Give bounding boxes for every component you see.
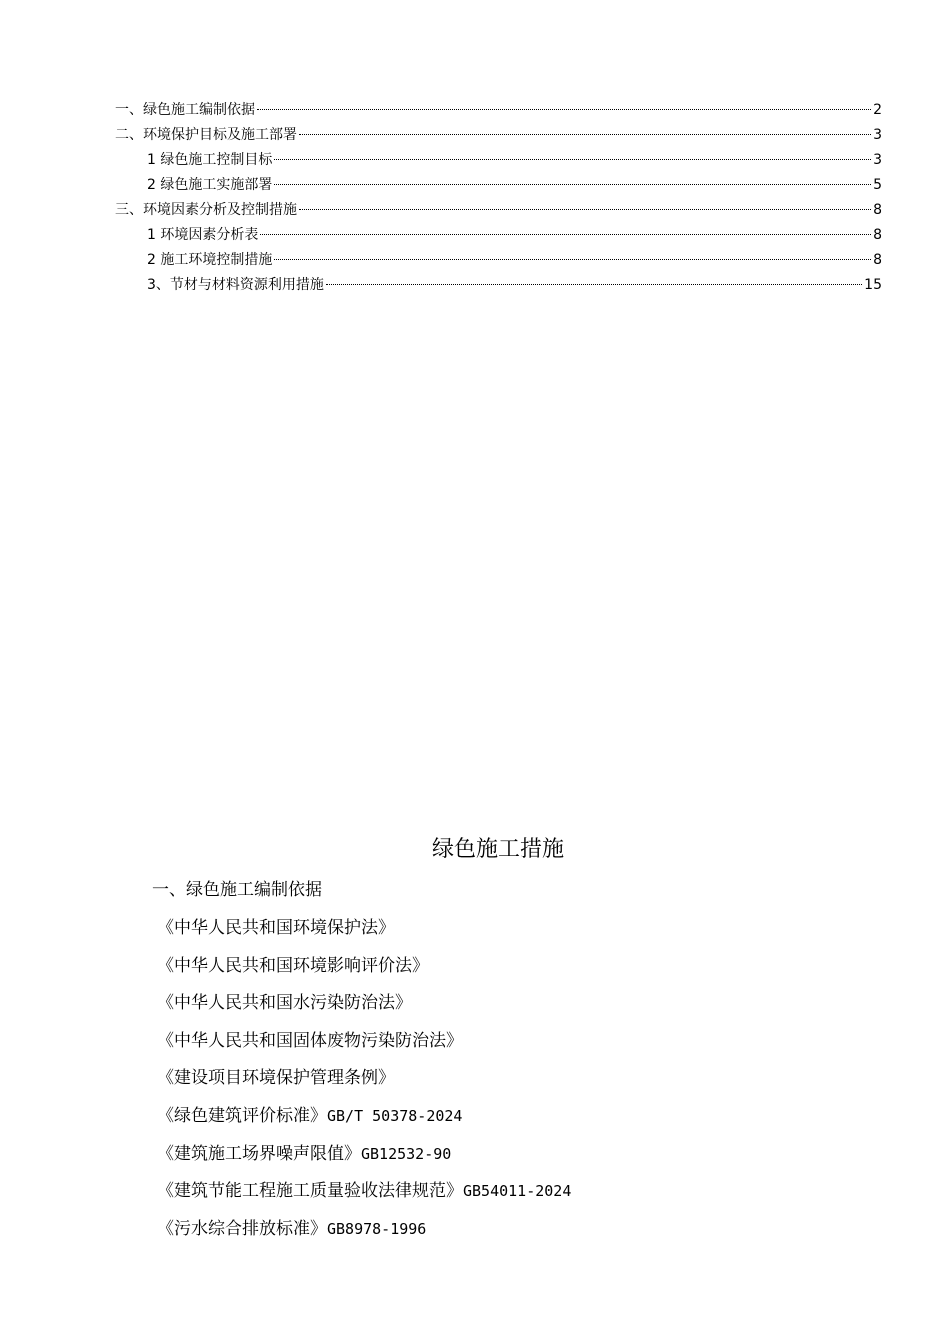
toc-entry-text: 三、环境因素分析及控制措施 — [115, 202, 297, 218]
reference-code: GB54011-2024 — [463, 1182, 572, 1201]
toc-entry-page: 5 — [873, 177, 882, 193]
toc-entry-text: 1 环境因素分析表 — [147, 227, 259, 243]
toc-entry[interactable] — [115, 225, 882, 250]
toc-entry-text: 3、节材与材料资源利用措施 — [147, 277, 324, 293]
reference-item — [157, 988, 571, 1026]
toc-entry-text: 2 施工环境控制措施 — [147, 252, 273, 268]
reference-title: 《绿色建筑评价标准》 — [157, 1105, 327, 1126]
toc-entry[interactable] — [115, 125, 882, 150]
toc-leader — [299, 134, 871, 135]
toc-entry-text: 2 绿色施工实施部署 — [147, 177, 273, 193]
toc-entry[interactable] — [115, 100, 882, 125]
document-title: 绿色施工措施 — [431, 837, 564, 862]
reference-title: 《中华人民共和国水污染防治法》 — [157, 993, 412, 1014]
reference-title: 《中华人民共和国固体废物污染防治法》 — [157, 1030, 463, 1051]
toc-leader — [260, 234, 871, 235]
toc-entry[interactable] — [115, 200, 882, 225]
toc-entry-page: 2 — [873, 102, 882, 118]
toc-entry-page: 8 — [873, 227, 882, 243]
reference-item — [157, 951, 571, 989]
reference-title: 《中华人民共和国环境影响评价法》 — [157, 955, 429, 976]
reference-title: 《建设项目环境保护管理条例》 — [157, 1068, 395, 1089]
reference-item — [157, 1139, 571, 1177]
toc-leader — [274, 184, 871, 185]
reference-code: GB/T 50378-2024 — [327, 1106, 463, 1125]
reference-list — [157, 913, 571, 1251]
toc-entry-text: 一、绿色施工编制依据 — [115, 102, 255, 118]
reference-item — [157, 1214, 571, 1252]
toc-entry[interactable] — [115, 150, 882, 175]
toc-entry-page: 3 — [873, 152, 882, 168]
table-of-contents — [115, 100, 882, 300]
reference-item — [157, 1176, 571, 1214]
reference-item — [157, 913, 571, 951]
toc-entry[interactable] — [115, 175, 882, 200]
toc-entry-page: 3 — [873, 127, 882, 143]
reference-code: GB8978-1996 — [327, 1219, 427, 1238]
section-heading: 一、绿色施工编制依据 — [152, 880, 322, 900]
toc-entry-page: 8 — [873, 252, 882, 268]
toc-entry-text: 1 绿色施工控制目标 — [147, 152, 273, 168]
reference-item — [157, 1026, 571, 1064]
toc-leader — [274, 259, 871, 260]
toc-leader — [274, 159, 871, 160]
toc-leader — [326, 284, 862, 285]
reference-title: 《建筑施工场界噪声限值》 — [157, 1143, 361, 1164]
toc-entry-text: 二、环境保护目标及施工部署 — [115, 127, 297, 143]
reference-item — [157, 1063, 571, 1101]
toc-entry-page: 15 — [864, 277, 882, 293]
reference-item — [157, 1101, 571, 1139]
toc-leader — [299, 209, 871, 210]
reference-code: GB12532-90 — [361, 1144, 452, 1163]
reference-title: 《建筑节能工程施工质量验收法律规范》 — [157, 1181, 463, 1202]
toc-entry-page: 8 — [873, 202, 882, 218]
reference-title: 《中华人民共和国环境保护法》 — [157, 918, 395, 938]
reference-title: 《污水综合排放标准》 — [157, 1218, 327, 1239]
toc-leader — [257, 109, 871, 110]
toc-entry[interactable] — [115, 275, 882, 300]
toc-entry[interactable] — [115, 250, 882, 275]
